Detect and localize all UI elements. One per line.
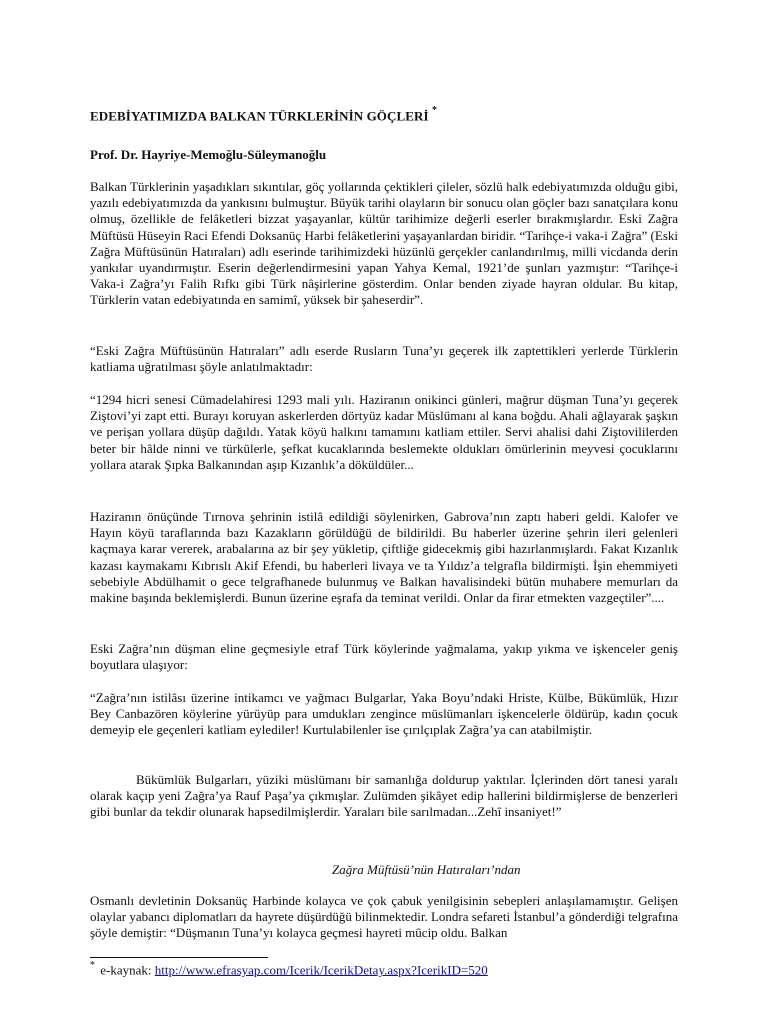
- footnote-mark: *: [90, 960, 95, 971]
- paragraph-quote-3: “Zağra’nın istilâsı üzerine intikamcı ve yağmacı Bulgarlar, Yaka Boyu’ndaki Hriste, Külbe, Bükümlük, Hızır Bey Canbazören köylerine yürüyüp para umdukları zengince müslümanları işkencelerle öldürüp, kadın çocuk demeyip ele geçenleri katliam eylediler! Kurtulabilenler ise çırılçıplak Zağra’ya can atabilmiştir.: [90, 690, 678, 738]
- document-title: [90, 107, 437, 124]
- title-text: EDEBİYATIMIZDA BALKAN TÜRKLERİNİN GÖÇLERİ: [90, 108, 429, 124]
- source-link[interactable]: http://www.efrasyap.com/Icerik/IcerikDetay.aspx?IcerikID=520: [154, 962, 488, 978]
- footnote-divider: [90, 957, 268, 958]
- paragraph-intro: Balkan Türklerinin yaşadıkları sıkıntılar, göç yollarında çektikleri çileler, sözlü halk edebiyatımızda olduğu gibi, yazılı edebiyatımızda da yankısını bulmuştur. Büyük tarihi olayların bir sonucu olan göçler bazı sanatçılara konu olmuş, özellikle de felâketleri bizzat yaşayanlar, kültür tarihimize değerli eserler bırakmışlardır. Eski Zağra Müftüsü Hüseyin Raci Efendi Doksanüç Harbi felâketlerini yaşayanlardan biridir. “Tarihçe-i vaka-i Zağra” (Eski Zağra Müftüsünün Hatıraları) adlı eserinde tarihimizdeki hüzünlü gerçekler canlandırılmış, milli vicdanda derin yankılar uyandırmıştır. Eserin değerlendirmesini yapan Yahya Kemal, 1921’de şunları yazmıştır: “Tarihçe-i Vaka-i Zağra’yı Falih Rıfkı gibi Türk nâşirlerine gösterdim. Onlar benden ziyade hayran oldular. Bu kitap, Türklerin vatan edebiyatında en samimî, yüksek bir şaheserdir”.: [90, 179, 678, 308]
- footnote-reference-mark: *: [432, 105, 438, 116]
- paragraph-quote-1: “1294 hicri senesi Cümadelahiresi 1293 mali yılı. Haziranın onikinci günleri, mağrur düşman Tuna’yı geçerek Ziştovi’yi zapt etti. Burayı koruyan askerlerden dörtyüz kadar Müslümanı al kana boğdu. Ahali ağlayarak şaşkın ve perişan yollara düşüp dağıldı. Yatak köyü halkını tamamını katliam ettiler. Servi ahalisi dahi Ziştovililerden beter bir hâlde ninni ve türkülerle, şefkat kucaklarında beslemekte oldukları ömürlerinin meyvesi çocuklarını yollara atarak Şıpka Balkanından aşıp Kızanlık’a döküldüler...: [90, 392, 678, 472]
- footnote-label: e-kaynak:: [97, 962, 155, 978]
- footnote: [90, 961, 488, 978]
- paragraph-quote-4: Bükümlük Bulgarları, yüziki müslümanı bir samanlığa doldurup yaktılar. İçlerinden dört tanesi yaralı olarak kaçıp yeni Zağra’ya Rauf Paşa’ya çıkmışlar. Zulümden şikâyet edip hallerini bildirmişlerse de benzerleri gibi bunlar da tekdir olunarak hapsedilmişlerdir. Yaraları bile sarılmadan...Zehî insaniyet!”: [90, 772, 678, 820]
- paragraph-war-analysis: Osmanlı devletinin Doksanüç Harbinde kolayca ve çok çabuk yenilgisinin sebepleri anlaşılamamıştır. Gelişen olaylar yabancı diplomatları da hayrete düşürdüğü bilinmektedir. Londra sefareti İstanbul’a gönderdiği telgrafına şöyle demiştir: “Düşmanın Tuna’yı kolayca geçmesi hayreti mûcip oldu. Balkan: [90, 893, 678, 941]
- author-name: Prof. Dr. Hayriye-Memoğlu-Süleymanoğlu: [90, 147, 327, 162]
- paragraph-occupation: Eski Zağra’nın düşman eline geçmesiyle etraf Türk köylerinde yağmalama, yakıp yıkma ve işkenceler geniş boyutlara ulaşıyor:: [90, 641, 678, 673]
- paragraph-memoir-intro: “Eski Zağra Müftüsünün Hatıraları” adlı eserde Rusların Tuna’yı geçerek ilk zaptettikleri yerlerde Türklerin katliama uğratılması şöyle anlatılmaktadır:: [90, 343, 678, 375]
- paragraph-quote-2: Haziranın önüçünde Tırnova şehrinin istilâ edildiği söylenirken, Gabrova’nın zaptı haberi geldi. Kalofer ve Hayın köyü taraflarında bazı Kazakların görüldüğü de bildirildi. Bu haberler üzerine şehrin ileri gelenleri kaçmaya karar vererek, arabalarına az bir şey yükletip, çiftliğe gidecekmiş gibi hazırlanmışlardı. Fakat Kızanlık kazası kaymakamı Kıbrıslı Akif Efendi, bu haberleri livaya ve ta Yıldız’a telgrafla bildirmişti. İşin ehemmiyeti sebebiyle Abdülhamit o gece telgrafhanede bulunmuş ve Balkan havalisindeki bütün muhabere memurları da makine başında beklemişlerdi. Bunun üzerine eşrafa da teminat verildi. Onlar da firar etmekten vazgeçtiler”....: [90, 509, 678, 606]
- quote-attribution: Zağra Müftüsü’nün Hatıraları’ndan: [332, 862, 521, 877]
